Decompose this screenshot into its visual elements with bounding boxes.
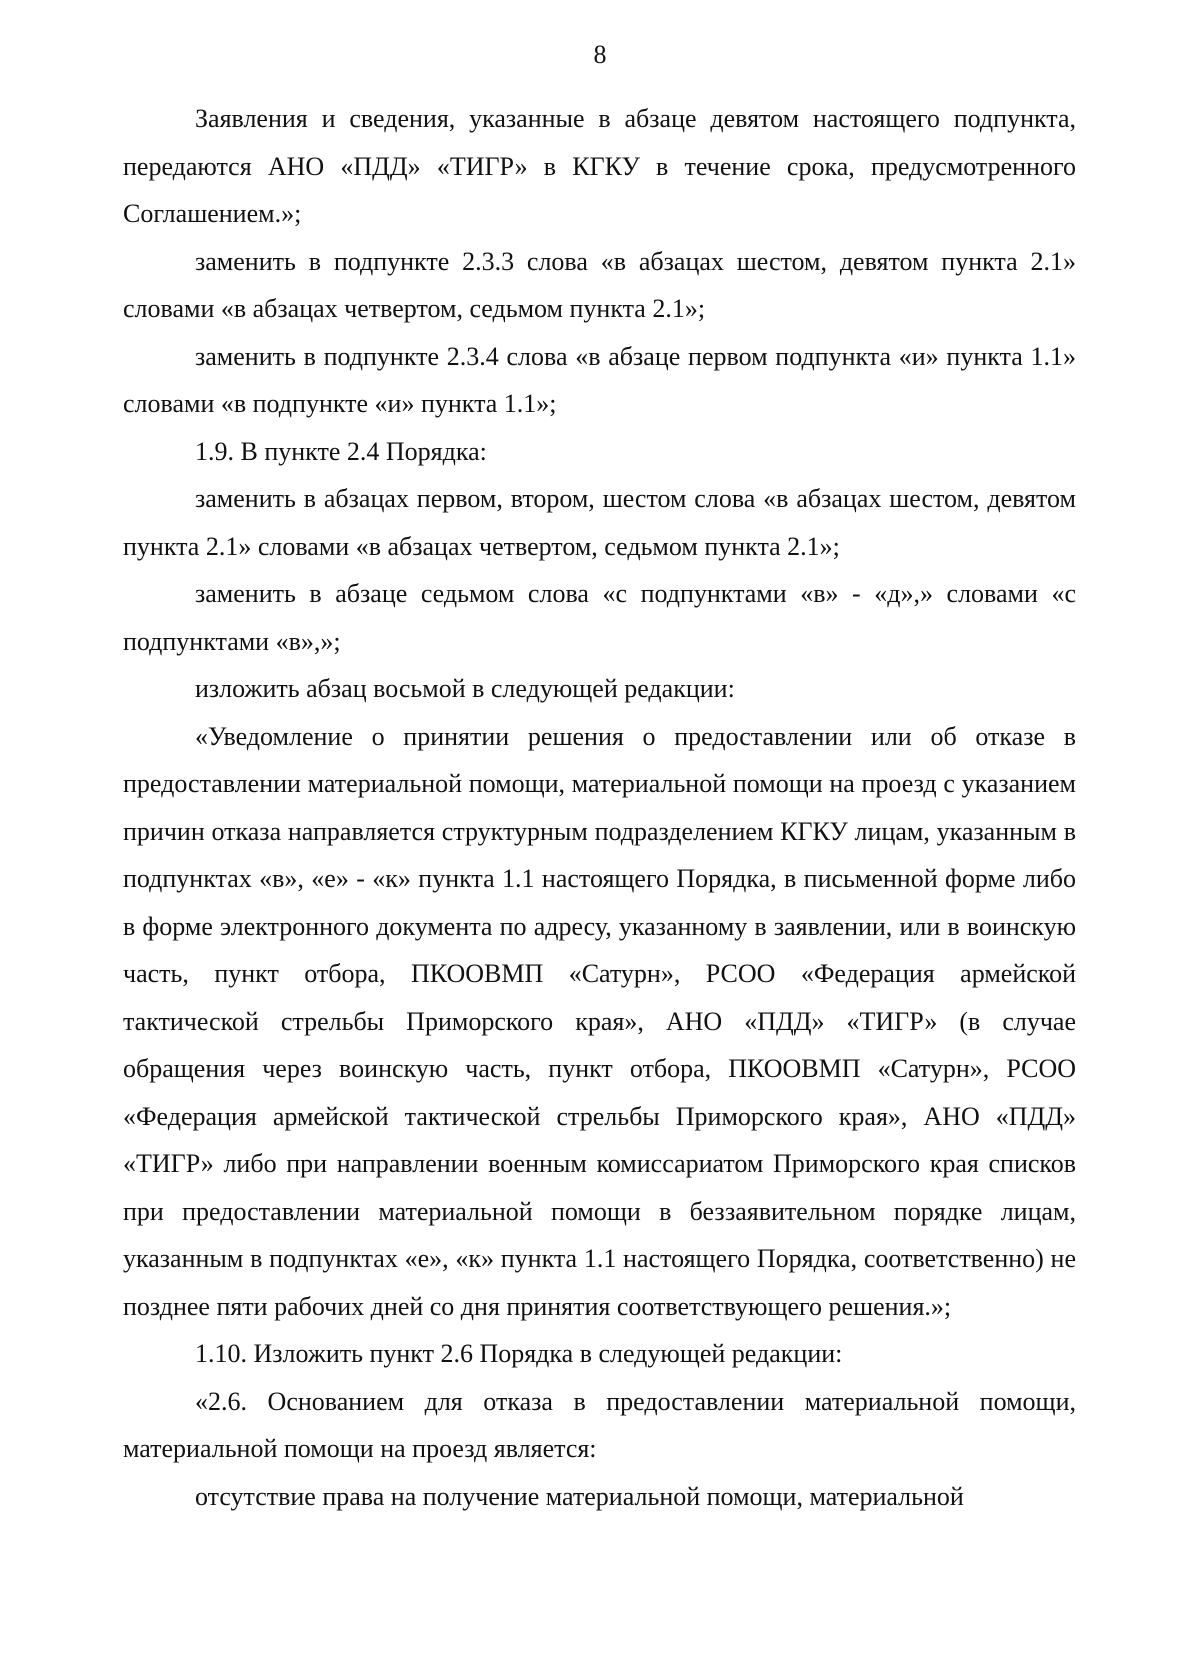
paragraph: заменить в абзацах первом, втором, шестом слова «в абзацах шестом, девятом пункта 2.1» словами «в абзацах четвертом, седьмом пункта 2.1»; [123, 484, 1076, 561]
quoted-paragraph: «2.6. Основанием для отказа в предоставлении материальной помощи, материальной помощи на проезд является: [123, 1386, 1076, 1463]
paragraph: отсутствие права на получение материальной помощи, материальной [195, 1481, 964, 1511]
section-heading: 1.10. Изложить пункт 2.6 Порядка в следующей редакции: [195, 1339, 843, 1368]
quoted-paragraph: «Уведомление о принятии решения о предоставлении или об отказе в предоставлении материальной помощи, материальной помощи на проезд с указанием причин отказа направляется структурным подразделением КГКУ лицам, указанным в подпунктах «в», «е» - «к» пункта 1.1 настоящего Порядка, в письменной форме либо в форме электронного документа по адресу, указанному в заявлении, или в воинскую часть, пункт отбора, ПКООВМП «Сатурн», РСОО «Федерация армейской тактической стрельбы Приморского края», АНО «ПДД» «ТИГР» (в случае обращения через воинскую часть, пункт отбора, ПКООВМП «Сатурн», РСОО «Федерация армейской тактической стрельбы Приморского края», АНО «ПДД» «ТИГР» либо при направлении военным комиссариатом Приморского края списков при предоставлении материальной помощи в беззаявительном порядке лицам, указанным в подпунктах «е», «к» пункта 1.1 настоящего Порядка, соответственно) не позднее пяти рабочих дней со дня принятия соответствующего решения.»; [123, 721, 1076, 1321]
page-number: 8 [593, 40, 607, 69]
document-body [123, 95, 1076, 1520]
paragraph: заменить в подпункте 2.3.3 слова «в абзацах шестом, девятом пункта 2.1» словами «в абзацах четвертом, седьмом пункта 2.1»; [123, 246, 1076, 323]
paragraph: заменить в подпункте 2.3.4 слова «в абзаце первом подпункта «и» пункта 1.1» словами «в подпункте «и» пункта 1.1»; [123, 341, 1076, 418]
section-heading: 1.9. В пункте 2.4 Порядка: [195, 436, 487, 466]
paragraph: заменить в абзаце седьмом слова «с подпунктами «в» - «д»,» словами «с подпунктами «в»,»; [123, 579, 1076, 656]
paragraph: Заявления и сведения, указанные в абзаце девятом настоящего подпункта, передаются АНО «ПДД» «ТИГР» в КГКУ в течение срока, предусмотренного Соглашением.»; [123, 104, 1076, 228]
paragraph: изложить абзац восьмой в следующей редакции: [195, 674, 735, 703]
